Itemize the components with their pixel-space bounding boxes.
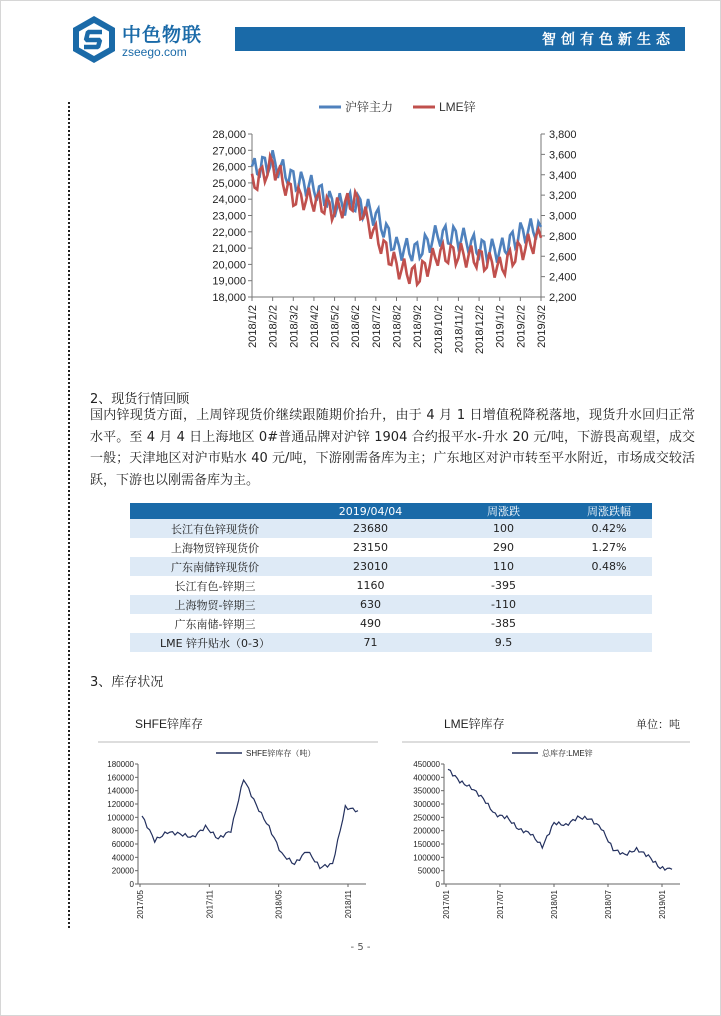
- y-right-tick-label: 3,200: [549, 190, 577, 203]
- section3-title: 3、库存状况: [90, 675, 164, 690]
- table-cell: 1160: [356, 579, 385, 592]
- x-tick-label: 2018/2/2: [267, 305, 280, 348]
- y-right-tick-label: 3,000: [549, 210, 577, 223]
- table-cell: 110: [441, 557, 566, 576]
- section2-body: 国内锌现货方面，上周锌现货价继续跟随期价抬升，由于 4 月 1 日增值税降税落地，现货升水回归正常水平。至 4 月 4 日上海地区 0#普通品牌对沪锌 1904 合约报平水-升水 20 元/吨，下游畏高观望，成交一般；天津地区对沪市贴水 40 元/吨，下游刚需备库为主；广东地区对沪市转至平水附近，市场成交较活跃，下游也以刚需备库为主。: [90, 408, 695, 488]
- table-row: [130, 557, 652, 576]
- table-header-row: [130, 503, 652, 519]
- y-tick-label: 180000: [107, 760, 134, 769]
- lme-inventory-chart: [402, 712, 692, 927]
- y-tick-label: 400000: [413, 773, 440, 783]
- y-tick-label: 80000: [111, 826, 134, 836]
- spot-price-table: [130, 503, 652, 652]
- y-left-tick-label: 22,000: [212, 226, 246, 239]
- table-cell: 9.5: [441, 633, 566, 652]
- x-tick-label: 2019/3/2: [536, 305, 548, 348]
- x-tick-label: 2018/12/2: [474, 305, 487, 354]
- x-tick-label: 2017/11: [205, 890, 215, 919]
- y-left-tick-label: 20,000: [212, 259, 246, 272]
- x-tick-label: 2019/1/2: [494, 305, 507, 348]
- x-tick-label: 2017/01: [442, 890, 451, 919]
- y-tick-label: 300000: [413, 800, 440, 809]
- table-header-cell: 周涨跌: [441, 503, 566, 519]
- slogan-bar: [235, 27, 685, 51]
- x-tick-label: 2018/7/2: [370, 305, 383, 348]
- brand-name: 中色物联: [122, 24, 203, 46]
- table-cell: [566, 633, 652, 652]
- table-row: [130, 595, 652, 614]
- y-tick-label: 50000: [417, 866, 440, 876]
- table-cell: [566, 576, 652, 595]
- table-cell: 广东南储锌现货价: [130, 557, 300, 576]
- y-tick-label: 150000: [413, 840, 440, 849]
- table-header-cell: 周涨跌幅: [566, 503, 652, 519]
- y-left-tick-label: 25,000: [212, 177, 246, 190]
- table-row: [130, 519, 652, 538]
- table-row: [130, 538, 652, 557]
- zinc-price-chart: [195, 92, 595, 372]
- y-left-tick-label: 27,000: [212, 145, 246, 158]
- y-tick-label: 60000: [111, 840, 134, 849]
- table-cell: 490: [360, 617, 381, 630]
- y-left-tick-label: 19,000: [212, 275, 246, 288]
- table-cell: 23680: [300, 519, 441, 538]
- y-tick-label: 450000: [413, 760, 440, 769]
- x-tick-label: 2018/4/2: [308, 305, 321, 348]
- table-cell: 长江有色-锌期三: [174, 579, 256, 593]
- table-cell: 长江有色锌现货价: [130, 519, 300, 538]
- y-left-tick-label: 21,000: [212, 243, 246, 256]
- inventory-chart-title: SHFE锌库存: [135, 717, 204, 731]
- x-tick-label: 2018/05: [274, 890, 284, 919]
- x-tick-label: 2018/11: [344, 890, 353, 919]
- table-cell: 0.48%: [566, 557, 652, 576]
- y-right-tick-label: 2,200: [549, 292, 577, 304]
- y-tick-label: 0: [129, 880, 134, 889]
- table-cell: 23150: [353, 541, 388, 554]
- table-cell: LME 锌升贴水（0-3）: [130, 633, 300, 652]
- series-line-lme: [252, 156, 541, 285]
- x-tick-label: 2017/05: [136, 890, 145, 919]
- brand-site: zseego.com: [122, 45, 187, 59]
- legend-shfe: 沪锌主力: [345, 100, 394, 114]
- y-tick-label: 140000: [107, 786, 134, 796]
- y-left-tick-label: 24,000: [212, 194, 246, 207]
- y-tick-label: 20000: [111, 866, 134, 876]
- x-tick-label: 2019/2/2: [515, 305, 528, 348]
- table-cell: 290: [493, 541, 514, 554]
- table-cell: 上海物贸-锌期三: [130, 595, 300, 614]
- table-cell: -395: [491, 579, 516, 592]
- y-right-tick-label: 3,800: [549, 129, 577, 141]
- y-tick-label: 160000: [107, 773, 134, 783]
- table-cell: 1.27%: [591, 541, 627, 554]
- y-tick-label: 350000: [413, 786, 440, 796]
- inventory-chart-title: LME锌库存: [444, 717, 505, 731]
- table-row: [130, 633, 652, 652]
- dotted-rule: [68, 102, 70, 928]
- table-header-cell: [130, 503, 300, 519]
- y-tick-label: 100000: [107, 813, 134, 823]
- table-row: [130, 576, 652, 595]
- x-tick-label: 2018/01: [550, 890, 559, 919]
- table-row: [130, 614, 652, 633]
- legend-label: 总库存:LME锌: [542, 749, 593, 758]
- y-tick-label: 0: [435, 880, 440, 889]
- inventory-series-line: [142, 780, 358, 869]
- y-tick-label: 250000: [413, 813, 440, 823]
- y-left-tick-label: 23,000: [212, 210, 246, 223]
- table-cell: 0.42%: [566, 519, 652, 538]
- table-cell: [566, 595, 652, 614]
- y-right-tick-label: 3,600: [549, 149, 577, 162]
- y-left-tick-label: 26,000: [212, 161, 246, 174]
- y-right-tick-label: 3,400: [549, 169, 577, 182]
- x-tick-label: 2018/9/2: [412, 305, 425, 348]
- table-cell: 上海物贸锌现货价: [171, 541, 259, 555]
- x-tick-label: 2018/07: [604, 890, 613, 919]
- y-right-tick-label: 2,600: [549, 251, 577, 264]
- table-cell: 630: [300, 595, 441, 614]
- slogan: 智创有色新生态: [542, 32, 675, 48]
- table-cell: 100: [441, 519, 566, 538]
- unit-note: 单位：吨: [636, 719, 680, 731]
- legend-lme: LME锌: [439, 100, 476, 114]
- y-tick-label: 100000: [413, 853, 440, 863]
- inventory-series-line: [448, 769, 672, 870]
- x-tick-label: 2018/10/2: [432, 305, 445, 354]
- x-tick-label: 2018/3/2: [288, 305, 301, 348]
- y-left-tick-label: 28,000: [212, 129, 246, 141]
- x-tick-label: 2018/6/2: [350, 305, 363, 348]
- x-tick-label: 2018/8/2: [391, 305, 404, 348]
- x-tick-label: 2018/1/2: [247, 305, 259, 348]
- x-tick-label: 2017/07: [496, 890, 505, 919]
- y-tick-label: 40000: [111, 853, 134, 863]
- table-cell: 71: [300, 633, 441, 652]
- y-right-tick-label: 2,800: [549, 230, 577, 243]
- legend-label: SHFE锌库存（吨）: [246, 749, 316, 758]
- x-tick-label: 2019/01: [658, 890, 667, 919]
- page-header: [0, 0, 721, 70]
- page-number: - 5 -: [350, 942, 371, 953]
- section2-title: 2、现货行情回顾: [90, 392, 190, 407]
- y-tick-label: 120000: [107, 800, 134, 809]
- table-cell: 广东南储-锌期三: [174, 617, 256, 631]
- shfe-inventory-chart: [98, 712, 382, 927]
- price-chart-legend: [319, 99, 476, 114]
- table-header-cell: 2019/04/04: [300, 503, 441, 519]
- y-right-tick-label: 2,400: [549, 271, 577, 284]
- x-tick-label: 2018/11/2: [453, 305, 466, 354]
- table-cell: 23010: [300, 557, 441, 576]
- table-cell: -385: [491, 617, 516, 630]
- y-tick-label: 200000: [413, 826, 440, 836]
- x-tick-label: 2018/5/2: [329, 305, 342, 348]
- series-line-shfe: [252, 150, 541, 262]
- y-left-tick-label: 18,000: [212, 292, 246, 304]
- zseego-logo-icon: [70, 14, 118, 64]
- table-cell: -110: [441, 595, 566, 614]
- table-cell: [566, 614, 652, 633]
